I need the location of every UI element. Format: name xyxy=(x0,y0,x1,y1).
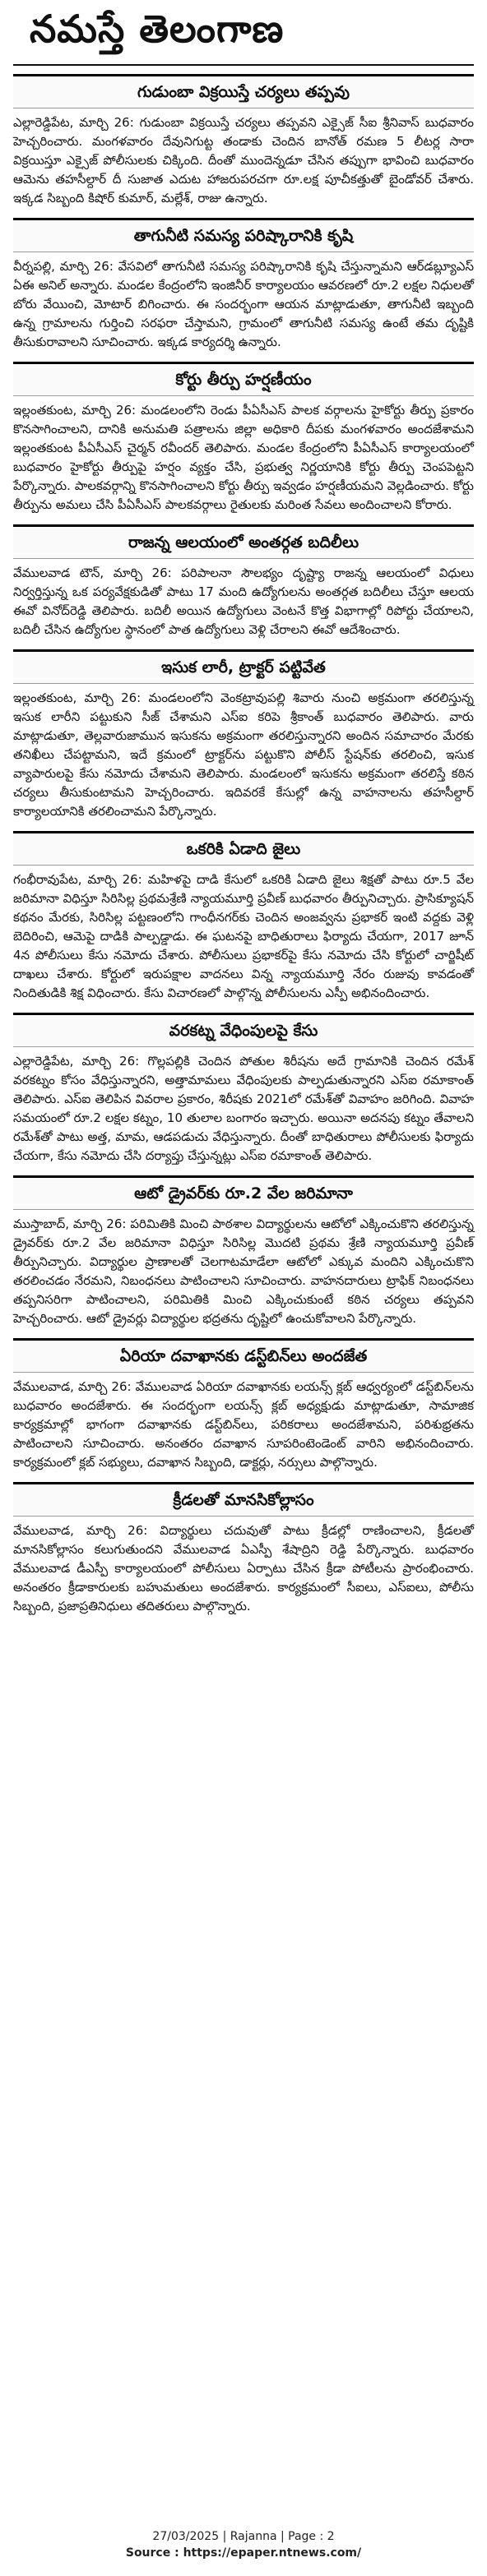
article-body: వేములవాడ, మార్చి 26: విద్యార్థులు చదువుతో పాటు క్రీడల్లో రాణించాలని, క్రీడలతో మానసికోల్లాసం కలుగుతుందని వేములవాడ ఏఎస్పీ శేషాద్రిని రెడ్డి పేర్కొన్నారు. బుధవారం వేములవాడ డీఎస్పీ కార్యాలయంలో పోలీసులు ఏర్పాటు చేసిన క్రీడా పోటీలను ప్రారంభించారు. అనంతరం క్రీడాకారులకు బహుమతులు అందజేశారు. కార్యక్రమంలో సీఐలు, ఎస్ఐలు, పోలీసు సిబ్బంది, ప్రజాప్రతినిధులు తదితరులు పాల్గొన్నారు. xyxy=(13,1523,474,1613)
article-headline: ఆటో డ్రైవర్‌కు రూ.2 వేల జరిమానా xyxy=(13,1175,474,1210)
article-body: ఇల్లంతకుంట, మార్చి 26: మండలంలోని వెంకట్రావుపల్లి శివారు నుంచి అక్రమంగా తరలిస్తున్న ఇసుక లారీని పట్టుకుని సీజ్ చేశామని ఎస్ఐ కరిపె శ్రీకాంత్ బుధవారం తెలిపారు. వారు మాట్లాడుతూ, తెల్లవారుజామున ఇసుకను అక్రమంగా తరలిస్తున్నారని అందిన సమాచారం మేరకు తనిఖీలు చేపట్టామని, ఇదే క్రమంలో ట్రాక్టర్‌ను పట్టుకొని పోలీస్ స్టేషన్‌కు తరలించి, ఇసుక వ్యాపారులపై కేసు నమోదు చేశామని తెలిపారు. మండలంలో ఇసుకను అక్రమంగా తరలిస్తే కఠిన చర్యలు తీసుకుంటామని హెచ్చరించారు. ఇదివరకే కేసుల్లో ఉన్న వాహనాలను తహసీల్దార్ కార్యాలయానికి తరలించామని పేర్కొన్నారు. xyxy=(13,690,474,819)
news-article xyxy=(13,831,474,1003)
article-body: ఇల్లంతకుంట, మార్చి 26: మండలంలోని రెండు పీఏసీఎస్ పాలక వర్గాలను హైకోర్టు తీర్పు ప్రకారం కొనసాగించాలని, దానికి అనుమతి పత్రాలను జిల్లా అధికారి దీపకు మంగళవారం అందజేశామని ఇల్లంతకుంట పీఏసీఎస్ చైర్మన్ రవీందర్ తెలిపారు. మండల కేంద్రంలోని పీఏసీఎస్ కార్యాలయంలో బుధవారం హైకోర్టు తీర్పుపై హర్షం వ్యక్తం చేసి, ప్రభుత్వ నిర్ణయానికి కోర్టు తీర్పు చెంపపెట్టని పేర్కొన్నారు. పాలకవర్గాన్ని కొనసాగించాలని కోర్టు తీర్పు ఇవ్వడం హర్షణీయమని వెల్లడించారు. కోర్టు తీర్పును అమలు చేసి పీఏసీఎస్ పాలకవర్గాలు రైతులకు మరింత సేవలు అందించాలని కోరారు. xyxy=(13,403,474,512)
article-headline: కోర్టు తీర్పు హర్షణీయం xyxy=(13,362,474,396)
page-footer xyxy=(13,2528,474,2561)
article-headline: వరకట్న వేధింపులపై కేసు xyxy=(13,1013,474,1047)
article-body: ఎల్లారెడ్డిపేట, మార్చి 26: గుడుంబా విక్రయిస్తే చర్యలు తప్పవని ఎక్సైజ్ సీఐ శ్రీనివాస్ బుధవారం హెచ్చరించారు. మంగళవారం దేవునిగుట్ట తండాకు చెందిన బానోత్ రమణ 5 లీటర్ల సారా విక్రయిస్తూ ఎక్సైజ్ పోలీసులకు చిక్కింది. దీంతో ముందెన్నడూ చేసిన తప్పుగా భావించి బుధవారం ఆమెను తహసీల్దార్ దీ సుజాత ఎదుట హాజరుపరచగా రూ.లక్ష పూచీకత్తుతో బైండోవర్ చేశారు. ఇక్కడ సిబ్బంది కిషోర్ కుమార్, మల్లేశ్, రాజు ఉన్నారు. xyxy=(13,115,474,205)
news-article xyxy=(13,362,474,515)
news-article xyxy=(13,1338,474,1472)
article-headline: క్రీడలతో మానసికోల్లాసం xyxy=(13,1482,474,1517)
news-article xyxy=(13,1013,474,1166)
article-headline: ఒకరికి ఏడాది జైలు xyxy=(13,831,474,866)
article-headline: ఇసుక లారీ, ట్రాక్టర్ పట్టివేత xyxy=(13,649,474,684)
article-headline: గుడుంబా విక్రయిస్తే చర్యలు తప్పవు xyxy=(13,74,474,108)
masthead xyxy=(13,8,474,59)
newspaper-page xyxy=(13,0,474,2576)
article-body: గంభీరావుపేట, మార్చి 26: మహిళపై దాడి కేసులో ఒకరికి ఏడాది జైలు శిక్షతో పాటు రూ.5 వేల జరిమానా విధిస్తూ సిరిసిల్ల ప్రథమశ్రేణి న్యాయమూర్తి ప్రవీణ్ బుధవారం తీర్పునిచ్చారు. ప్రాసిక్యూషన్ కథనం మేరకు, సిరిసిల్ల పట్టణంలోని గాంధీనగర్‌కు చెందిన అంజవ్వను ప్రభాకర్‌ ఇంటి వద్దకు వెళ్లి బెదిరించి, ఆమెపై దాడికి పాల్పడ్డాడు. ఈ ఘటనపై బాధితురాలు ఫిర్యాదు చేయగా, 2017 జూన్ 4న పోలీసులు కేసు నమోదు చేశారు. పోలీసులు ప్రభాకర్‌పై కేసు నమోదు చేసి కోర్టులో చార్జిషీట్ దాఖలు చేశారు. కోర్టులో ఇరుపక్షాల వాదనలు విన్న న్యాయమూర్తి నేరం రుజువు కావడంతో నిందితుడికి శిక్ష విధించారు. కేసు విచారణలో పాల్గొన్న పోలీసులను ఎస్పీ అభినందించారు. xyxy=(13,872,474,1000)
news-article xyxy=(13,1175,474,1328)
news-article xyxy=(13,524,474,639)
news-article xyxy=(13,1482,474,1616)
articles-column xyxy=(13,74,474,1616)
masthead-title: నమస్తే తెలంగాణ xyxy=(30,7,285,51)
article-headline: రాజన్న ఆలయంలో అంతర్గత బదిలీలు xyxy=(13,524,474,559)
article-body: వేములవాడ, మార్చి 26: వేములవాడ ఏరియా దవాఖానకు లయన్స్ క్లబ్ ఆధ్వర్యంలో డస్ట్‌బిన్‌లను బుధవారం అందజేశారు. ఈ సందర్భంగా లయన్స్ క్లబ్ అధ్యక్షుడు మాట్లాడుతూ, సామాజిక కార్యక్రమాల్లో భాగంగా దవాఖానకు డస్ట్‌బిన్‌లు, పరికరాలు అందజేశామని, పరిశుభ్రతను పాటించాలని సూచించారు. అనంతరం దవాఖాన సూపరింటెండెంట్ వారిని అభినందించారు. కార్యక్రమంలో క్లబ్ సభ్యులు, దవాఖాన సిబ్బంది, డాక్టర్లు, నర్సులు పాల్గొన్నారు. xyxy=(13,1379,474,1470)
footer-date-edition: 27/03/2025 | Rajanna | Page : 2 xyxy=(152,2530,335,2543)
article-headline: తాగునీటి సమస్య పరిష్కారానికి కృషి xyxy=(13,218,474,252)
article-body: వీర్నపల్లి, మార్చి 26: వేసవిలో తాగునీటి సమస్య పరిష్కారానికి కృషి చేస్తున్నామని ఆర్‌డబ్ల్యూఎస్ ఏఈ అనిల్ అన్నారు. మండల కేంద్రంలోని ఇంజినీర్ కార్యాలయం ఆవరణలో రూ.2 లక్షల నిధులతో బోరు వేయించి, మోటార్ బిగించారు. ఈ సందర్భంగా ఆయన మాట్లాడుతూ, తాగునీటి ఇబ్బంది ఉన్న గ్రామాలను గుర్తించి సరఫరా చేస్తామని, గ్రామంలో తాగునీటి సమస్య ఉంటే తమ దృష్టికి తీసుకురావాలని సూచించారు. ఇక్కడ కార్యదర్శి ఉన్నారు. xyxy=(13,259,474,349)
masthead-divider xyxy=(13,64,474,66)
article-body: ముస్తాబాద్, మార్చి 26: పరిమితికి మించి పాఠశాల విద్యార్థులను ఆటోలో ఎక్కించుకొని తరలిస్తున్న డ్రైవర్‌కు రూ.2 వేల జరిమానా విధిస్తూ సిరిసిల్ల మొదటి ప్రథమ శ్రేణి న్యాయమూర్తి ప్రవీణ్ తీర్పునిచ్చారు. విద్యార్థుల ప్రాణాలతో చెలగాటమాడేలా ఆటోలో ఎక్కువ మందిని ఎక్కించుకొని తరలించడం నేరమని, నిబంధనలు పాటించాలని సూచించారు. వాహనదారులు ట్రాఫిక్ నిబంధనలు తప్పనిసరిగా పాటించాలని, పరిమితికి మించి ఎక్కించుకుంటే కఠిన చర్యలు తప్పవని హెచ్చరించారు. ఆటో డ్రైవర్లు విద్యార్థుల భద్రతను దృష్టిలో ఉంచుకోవాలని పేర్కొన్నారు. xyxy=(13,1216,474,1326)
news-article xyxy=(13,649,474,821)
news-article xyxy=(13,218,474,352)
footer-source: Source : https://epaper.ntnews.com/ xyxy=(125,2546,362,2560)
article-headline: ఏరియా దవాఖానకు డస్ట్‌బిన్‌లు అందజేత xyxy=(13,1338,474,1373)
article-body: వేములవాడ టౌన్, మార్చి 26: పరిపాలనా సౌలభ్యం దృష్ట్యా రాజన్న ఆలయంలో విధులు నిర్వర్తిస్తున్న ఒక పర్యవేక్షకుడితో పాటు 17 మంది ఉద్యోగులను అంతర్గత బదిలీలు చేస్తూ ఆలయ ఈవో వినోద్‌రెడ్డి తెలిపారు. బదిలీ అయిన ఉద్యోగులు వెంటనే కొత్త విభాగాల్లో రిపోర్టు చేయాలని, బదిలీ చేసిన ఉద్యోగుల స్థానంలో పాత ఉద్యోగులు వెళ్లి చేరాలని ఈవో ఆదేశించారు. xyxy=(13,566,474,637)
news-article xyxy=(13,74,474,208)
article-body: ఎల్లారెడ్డిపేట, మార్చి 26: గొల్లపల్లికి చెందిన పోతుల శిరీషను అదే గ్రామానికి చెందిన రమేశ్ వరకట్నం కోసం వేధిస్తున్నారని, అత్తామామలు వేధింపులకు పాల్పడుతున్నారని ఎస్ఐ రమాకాంత్ తెలిపారు. ఎస్ఐ తెలిపిన వివరాల ప్రకారం, శిరీషకు 2021లో రమేశ్‌తో వివాహం జరిగింది. వివాహ సమయంలో రూ.2 లక్షల కట్నం, 10 తులాల బంగారం ఇచ్చారు. అయినా అదనపు కట్నం తేవాలని రమేశ్‌తో పాటు అత్త, మామ, ఆడపడుచు వేధిస్తున్నారు. దీంతో బాధితురాలు పోలీసులకు ఫిర్యాదు చేయగా, కేసు నమోదు చేసి దర్యాప్తు చేస్తున్నట్లు ఎస్ఐ రమాకాంత్ తెలిపారు. xyxy=(13,1054,474,1163)
